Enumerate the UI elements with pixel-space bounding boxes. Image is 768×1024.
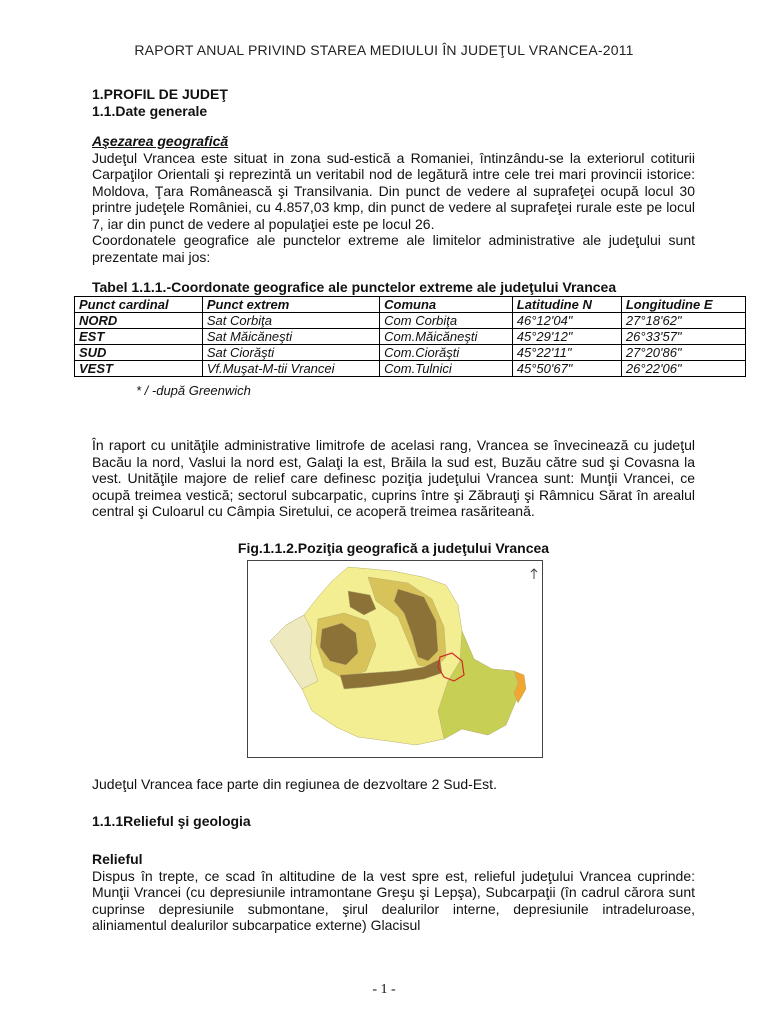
romania-map (247, 560, 543, 758)
relief-paragraph: Dispus în trepte, ce scad în altitudine de la vest spre est, relieful judeţului Vrancea cuprinde: Munţii Vrancei (cu depresiunile intramontane Greşu şi Lepşa), Subcarpaţii (în cadrul cărora sunt cuprinse depresiunile submontane, şirul dealurilor interne, depresiunile intradeluroase, aliniamentul dealurilor subcarpatice externe) Glacisul (92, 867, 695, 933)
table-header: Longitudine E (621, 296, 745, 312)
table-cell: VEST (75, 360, 203, 376)
table-header: Punct extrem (202, 296, 379, 312)
romania-map-graphic (248, 561, 542, 757)
table-cell: 26°33'57" (621, 328, 745, 344)
figure-title: Fig.1.1.2.Poziţia geografică a judeţului Vrancea (237, 539, 550, 556)
table-cell: Com.Ciorăşti (380, 344, 513, 360)
region-note: Judeţul Vrancea face parte din regiunea de dezvoltare 2 Sud-Est. (92, 776, 497, 792)
relief-heading: Relieful (92, 851, 143, 867)
table-row (75, 328, 746, 344)
table-cell: NORD (75, 312, 203, 328)
table-cell: Com Corbiţa (380, 312, 513, 328)
geo-paragraph: Judeţul Vrancea este situat in zona sud-estică a Romaniei, întinzându-se la exteriorul cotiturii Carpaţilor Orientali şi reprezintă un veritabil nod de legătură intre cele trei mari provincii istorice: Moldova, Ţara Românească şi Transilvania. Din punct de vedere al suprafeţei ocupă locul 30 printre judeţele României, cu 4.857,03 kmp, din punct de vedere al suprafeţei rurale este pe locul 7, iar din punct de vedere al populaţiei este pe locul 26. (92, 149, 695, 232)
coord-intro: Coordonatele geografice ale punctelor extreme ale limitelor administrative ale judeţului sunt prezentate mai jos: (92, 232, 695, 265)
report-header: RAPORT ANUAL PRIVIND STAREA MEDIULUI ÎN JUDEŢUL VRANCEA-2011 (134, 42, 634, 58)
table-cell: 26°22'06" (621, 360, 745, 376)
table-header-row (75, 296, 746, 312)
geo-heading: Aşezarea geografică (92, 133, 229, 149)
table-cell: Sat Ciorăşti (202, 344, 379, 360)
table-row (75, 360, 746, 376)
table-header: Comuna (380, 296, 513, 312)
table-cell: 45°29'12" (512, 328, 621, 344)
relief-section-title: 1.1.1Relieful şi geologia (92, 812, 251, 829)
table-cell: 45°22'11" (512, 344, 621, 360)
coordinates-table (74, 296, 746, 377)
table-cell: Vf.Muşat-M-tii Vrancei (202, 360, 379, 376)
table-title: Tabel 1.1.1.-Coordonate geografice ale punctelor extreme ale judeţului Vrancea (92, 279, 617, 295)
table-cell: 46°12'04" (512, 312, 621, 328)
table-cell: 27°20'86" (621, 344, 745, 360)
table-row (75, 344, 746, 360)
table-cell: EST (75, 328, 203, 344)
table-row (75, 312, 746, 328)
map-corner-glyph (531, 569, 537, 579)
table-cell: 27°18'62" (621, 312, 745, 328)
table-cell: Sat Măicăneşti (202, 328, 379, 344)
subsection-title: 1.1.Date generale (92, 102, 208, 119)
table-header: Latitudine N (512, 296, 621, 312)
table-cell: 45°50'67" (512, 360, 621, 376)
table-cell: Sat Corbiţa (202, 312, 379, 328)
table-header: Punct cardinal (75, 296, 203, 312)
page-number: - 1 - (372, 982, 396, 997)
content-body (79, 86, 713, 934)
section-title: 1.PROFIL DE JUDEŢ (92, 86, 228, 102)
table-note: * / -după Greenwich (136, 382, 251, 398)
table-cell: Com.Măicăneşti (380, 328, 513, 344)
table-cell: SUD (75, 344, 203, 360)
neighbors-paragraph: În raport cu unităţile administrative limitrofe de acelasi rang, Vrancea se învecinează cu judeţul Bacău la nord, Vaslui la nord est, Galaţi la est, Brăila la sud est, Buzău către sud şi Covasna la vest. Unităţile majore de relief care definesc poziţia judeţului Vrancea sunt: Munţii Vrancei, ce ocupă treimea vestică; sectorul subcarpatic, cuprins între şi Zăbrauţi şi Râmnicu Sărat în arealul central şi Culoarul cu Câmpia Siretului, ce acoperă treimea rasăriteană. (92, 437, 695, 519)
table-cell: Com.Tulnici (380, 360, 513, 376)
